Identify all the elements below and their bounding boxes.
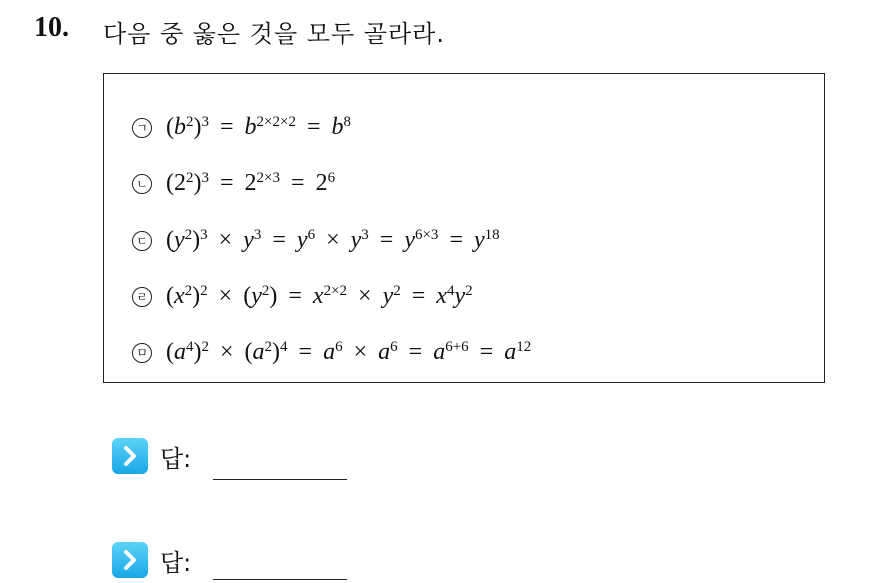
- answer-label: 답:: [160, 444, 192, 473]
- choice-expression: $(x^2)^2 \times (y^2) = x^{2\times 2} \times y^2 = x^4y^2$: [166, 282, 473, 309]
- circled-marker: ㄹ: [132, 287, 152, 307]
- choice-expression: $(2^2)^3 = 2^{2\times 3} = 2^6$: [166, 169, 336, 196]
- answer-row-2: [112, 542, 191, 578]
- choices-box: [103, 73, 825, 383]
- question-number: 10.: [34, 12, 69, 43]
- choice-item-4: [132, 283, 473, 310]
- choice-expression: $(a^4)^2 \times (a^2)^4 = a^6 \times a^6 = a^{6+6} = a^{12}$: [166, 338, 532, 365]
- choice-item-5: [132, 339, 531, 366]
- question-text: 다음 중 옳은 것을 모두 골라라.: [103, 20, 445, 48]
- answer-row-1: [112, 438, 191, 474]
- chevron-right-icon: [112, 438, 148, 474]
- circled-marker: ㅁ: [132, 343, 152, 363]
- choice-expression: $(y^2)^3 \times y^3 = y^6 \times y^3 = y^{6\times 3} = y^{18}$: [166, 226, 500, 253]
- chevron-right-icon: [112, 542, 148, 578]
- choice-item-3: [132, 227, 500, 254]
- choice-expression: $(b^2)^3 = b^{2\times 2\times 2} = b^8$: [166, 113, 352, 140]
- answer-label: 답:: [160, 548, 192, 577]
- answer-blank-1[interactable]: [213, 479, 347, 480]
- circled-marker: ㄴ: [132, 174, 152, 194]
- circled-marker: ㄷ: [132, 231, 152, 251]
- choice-item-1: [132, 114, 351, 141]
- answer-blank-2[interactable]: [213, 579, 347, 580]
- choice-item-2: [132, 170, 335, 197]
- circled-marker: ㄱ: [132, 118, 152, 138]
